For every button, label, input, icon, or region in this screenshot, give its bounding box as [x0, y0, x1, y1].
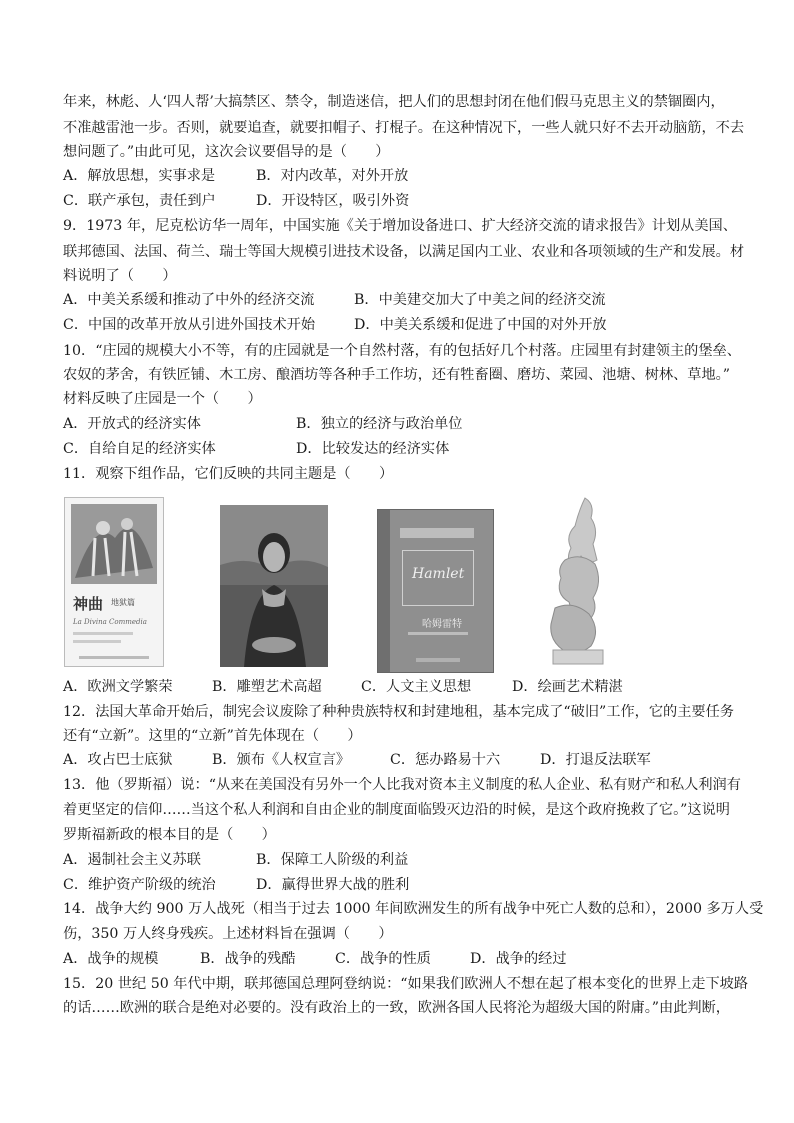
q10-stem-line-1: 10．“庄园的规模大小不等，有的庄园就是一个自然村落，有的包括好几个村落。庄园里有封建领主的堡垒、: [63, 343, 741, 359]
q14-stem-line-1: 14．战争大约 900 万人战死（相当于过去 1000 年间欧洲发生的所有战争中死亡人数的总和），2000 多万人受: [63, 901, 764, 917]
q10-option-b: B．独立的经济与政治单位: [296, 416, 463, 432]
q13-stem-line-2: 着更坚定的信仰……当这个私人利润和自由企业的制度面临毁灭边沿的时候，是这个政府挽救了它。”这说明: [63, 802, 730, 818]
q14-stem-line-2: 伤，350 万人终身残疾。上述材料旨在强调（ ）: [63, 926, 393, 942]
hamlet-cn-title: 哈姆雷特: [422, 619, 462, 630]
divine-comedy-subtitle: 地狱篇: [111, 598, 135, 607]
mona-lisa-painting: [220, 505, 328, 667]
hamlet-en-title: Hamlet: [412, 566, 465, 582]
q11-option-a: A．欧洲文学繁荣: [63, 679, 173, 695]
q8-stem-line-1: 年来，林彪、人‘四人帮’大搞禁区、禁令，制造迷信，把人们的思想封闭在他们假马克思主义的禁锢圈内，: [63, 94, 725, 110]
divine-comedy-engraving: [65, 498, 163, 588]
q11-option-d: D．绘画艺术精湛: [512, 679, 623, 695]
q8-option-a: A．解放思想，实事求是: [63, 168, 216, 184]
q12-option-d: D．打退反法联军: [540, 752, 651, 768]
q13-stem-line-1: 13．他（罗斯福）说：“从来在美国没有另外一个人比我对资本主义制度的私人企业、私有财产和私人利润有: [63, 777, 741, 793]
divine-comedy-title: 神曲: [73, 595, 104, 613]
q14-option-b: B．战争的残酷: [200, 951, 296, 967]
q8-option-b: B．对内改革，对外开放: [256, 168, 409, 184]
q14-option-d: D．战争的经过: [470, 951, 567, 967]
q13-option-b: B．保障工人阶级的利益: [256, 852, 409, 868]
q9-option-d: D．中美关系缓和促进了中国的对外开放: [354, 317, 607, 333]
q10-stem-line-2: 农奴的茅舍，有铁匠铺、木工房、酿酒坊等各种手工作坊，还有牲畜圈、磨坊、菜园、池塘、树林、草地。”: [63, 367, 730, 383]
q14-option-a: A．战争的规模: [63, 951, 159, 967]
sculpture-figures: [525, 490, 625, 670]
mona-lisa-figure: [220, 505, 328, 667]
q13-option-d: D．赢得世界大战的胜利: [256, 877, 410, 893]
q9-option-a: A．中美关系缓和推动了中外的经济交流: [63, 292, 315, 308]
q12-stem-line-1: 12．法国大革命开始后，制宪会议废除了种种贵族特权和封建地租，基本完成了“破旧”工作，它的主要任务: [63, 704, 735, 720]
q13-option-c: C．维护资产阶级的统治: [63, 877, 216, 893]
q9-stem-line-2: 联邦德国、法国、荷兰、瑞士等国大规模引进技术设备，以满足国内工业、农业和各项领域的生产和发展。材: [63, 244, 745, 260]
q10-option-d: D．比较发达的经济实体: [296, 441, 450, 457]
q12-option-a: A．攻占巴士底狱: [63, 752, 173, 768]
q8-stem-line-2: 不准越雷池一步。否则，就要追查，就要扣帽子、打棍子。在这种情况下，一些人就只好不去开动脑筋，不去: [63, 120, 745, 136]
divine-comedy-latin: La Divina Commedia: [73, 618, 147, 626]
q9-option-c: C．中国的改革开放从引进外国技术开始: [63, 317, 316, 333]
sculpture-rape-of-sabine: [525, 490, 625, 670]
q15-stem-line-2: 的话……欧洲的联合是绝对必要的。没有政治上的一致，欧洲各国人民将沦为超级大国的附庸。”由此判断，: [63, 1000, 730, 1016]
q13-option-a: A．遏制社会主义苏联: [63, 852, 201, 868]
q8-stem-line-3: 想问题了。”由此可见，这次会议要倡导的是（ ）: [63, 144, 390, 160]
q12-option-b: B．颁布《人权宣言》: [212, 752, 351, 768]
q8-option-c: C．联产承包，责任到户: [63, 193, 216, 209]
q11-option-b: B．雕塑艺术高超: [212, 679, 322, 695]
q9-option-b: B．中美建交加大了中美之间的经济交流: [354, 292, 606, 308]
divine-comedy-cover: [64, 497, 164, 667]
q13-stem-line-3: 罗斯福新政的根本目的是（ ）: [63, 827, 276, 843]
q9-stem-line-3: 料说明了（ ）: [63, 268, 177, 284]
q14-option-c: C．战争的性质: [335, 951, 431, 967]
q12-stem-line-2: 还有“立新”。这里的“立新”首先体现在（ ）: [63, 728, 362, 744]
q8-option-d: D．开设特区，吸引外资: [256, 193, 410, 209]
q10-option-a: A．开放式的经济实体: [63, 416, 201, 432]
q10-option-c: C．自给自足的经济实体: [63, 441, 216, 457]
q15-stem-line-1: 15．20 世纪 50 年代中期，联邦德国总理阿登纳说：“如果我们欧洲人不想在起了根本变化的世界上走下坡路: [63, 976, 749, 992]
hamlet-book-cover: [377, 509, 494, 673]
q11-option-c: C．人文主义思想: [361, 679, 472, 695]
q12-option-c: C．惩办路易十六: [390, 752, 501, 768]
q11-stem: 11．观察下组作品，它们反映的共同主题是（ ）: [63, 466, 394, 482]
q10-stem-line-3: 材料反映了庄园是一个（ ）: [63, 391, 262, 407]
q9-stem-line-1: 9．1973 年，尼克松访华一周年，中国实施《关于增加设备进口、扩大经济交流的请求报告》计划从美国、: [63, 218, 737, 234]
